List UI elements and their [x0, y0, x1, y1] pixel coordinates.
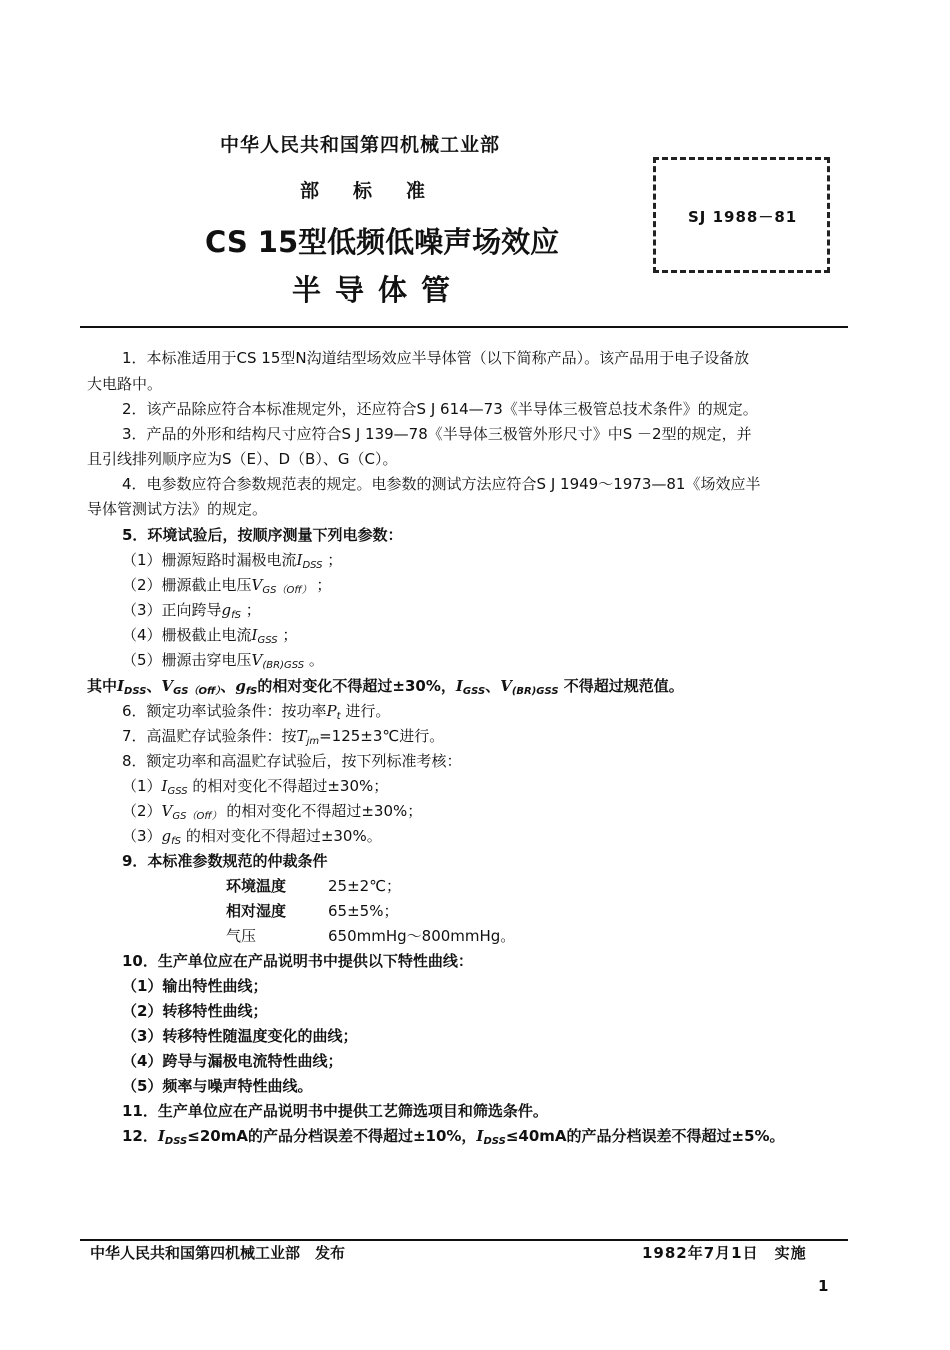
clause-1-line1: 1．本标准适用于CS 15型N沟道结型场效应半导体管（以下简称产品）。该产品用于电子设备放	[122, 349, 750, 367]
clause-3-line1: 3．产品的外形和结构尺寸应符合S J 139—78《半导体三极管外形尺寸》中S －2型的规定，并	[122, 425, 752, 443]
clause-5-item-4: （4）栅极截止电流$I_{GSS}$ ；	[122, 626, 298, 646]
publisher: 中华人民共和国第四机械工业部 发布	[90, 1244, 346, 1262]
clause-3-line2: 且引线排列顺序应为S（E）、D（B）、G（C）。	[87, 450, 398, 468]
document-title-line1: CS 15型低频低噪声场效应	[205, 225, 560, 259]
clause-10-item-1: （1）输出特性曲线；	[122, 977, 268, 995]
document-title-line2: 半导体管	[292, 273, 465, 307]
clause-8-item-3: $(3)g_{fS}$ 的相对变化不得超过±30%。	[122, 827, 382, 847]
condition-temperature-label: 环境温度	[226, 877, 287, 895]
clause-2: 2．该产品除应符合本标准规定外，还应符合S J 614—73《半导体三极管总技术条件》的规定。	[122, 400, 758, 418]
clause-8-item-2: $(2)V_{GS(Off)}$ 的相对变化不得超过±30%；	[122, 802, 423, 822]
clause-5-note: 其中$I_{DSS}$、$V_{GS(Off)}$、$g_{fS}$的相对变化不得超过±30%，$I_{GSS}$、$V_{(BR)GSS}$ 不得超过规范值。	[87, 677, 684, 697]
clause-11: 11．生产单位应在产品说明书中提供工艺筛选项目和筛选条件。	[122, 1102, 548, 1120]
condition-temperature-value: 25±2℃；	[328, 877, 402, 895]
condition-pressure-label: 气压	[226, 927, 257, 945]
clause-10-item-2: （2）转移特性曲线；	[122, 1002, 268, 1020]
standard-code: SJ 1988－81	[688, 208, 798, 226]
clause-9: 9．本标准参数规范的仲裁条件	[122, 852, 328, 870]
clause-10-item-4: （4）跨导与漏极电流特性曲线；	[122, 1052, 343, 1070]
clause-5-item-5: （5）栅源击穿电压$V_{(BR)GSS}$ 。	[122, 651, 324, 671]
condition-humidity-label: 相对湿度	[226, 902, 287, 920]
clause-5-item-2: （2）栅源截止电压$V_{GS(Off)}$ ；	[122, 576, 332, 596]
header-divider	[80, 326, 848, 328]
condition-humidity-value: 65±5%；	[328, 902, 399, 920]
clause-5: 5．环境试验后，按顺序测量下列电参数：	[122, 526, 403, 544]
page-number: 1	[818, 1277, 829, 1295]
clause-7: 7．高温贮存试验条件：按$T_{jm}=125\pm 3℃$进行。	[122, 727, 445, 747]
clause-8: 8．额定功率和高温贮存试验后，按下列标准考核：	[122, 752, 462, 770]
clause-12: 12．$I_{DSS}\le 20mA$的产品分档误差不得超过±10%，$I_{DSS}\le 40mA$的产品分档误差不得超过±5%。	[122, 1127, 785, 1147]
footer-divider	[80, 1239, 848, 1241]
effective-date: 1982年7月1日 实施	[642, 1244, 807, 1262]
issuing-ministry: 中华人民共和国第四机械工业部	[220, 134, 501, 156]
clause-10: 10．生产单位应在产品说明书中提供以下特性曲线：	[122, 952, 473, 970]
clause-10-item-3: （3）转移特性随温度变化的曲线；	[122, 1027, 358, 1045]
clause-1-line2: 大电路中。	[87, 375, 163, 393]
clause-5-item-1: （1）栅源短路时漏极电流$I_{DSS}$ ；	[122, 551, 343, 571]
clause-5-item-3: （3）正向跨导$g_{fS}$ ；	[122, 601, 261, 621]
condition-pressure-value: 650mmHg～800mmHg。	[328, 927, 516, 945]
clause-10-item-5: （5）频率与噪声特性曲线。	[122, 1077, 313, 1095]
clause-8-item-1: $(1)I_{GSS}$ 的相对变化不得超过±30%；	[122, 777, 389, 797]
standard-type: 部标准	[300, 180, 460, 202]
clause-4-line2: 导体管测试方法》的规定。	[87, 500, 268, 518]
clause-4-line1: 4．电参数应符合参数规范表的规定。电参数的测试方法应符合S J 1949～1973—81《场效应半	[122, 475, 761, 493]
clause-6: 6．额定功率试验条件：按功率$P_t$ 进行。	[122, 702, 391, 722]
